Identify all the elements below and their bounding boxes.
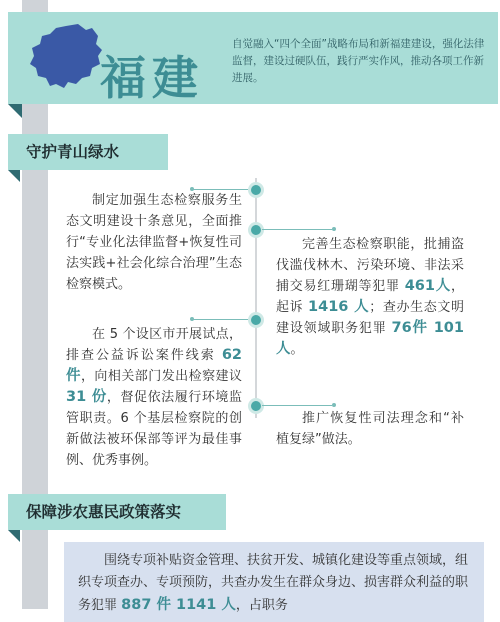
agri-policy-box: [64, 542, 484, 622]
leader-line: [262, 229, 332, 230]
leader-dot: [332, 227, 336, 231]
leader-line: [262, 405, 332, 406]
timeline-node: [248, 398, 264, 414]
paragraph-pilot-cases: [66, 324, 242, 471]
section-notch: [8, 170, 20, 182]
header-notch: [8, 104, 22, 118]
region-title: 福建: [100, 51, 204, 105]
region-header: [8, 12, 498, 104]
fujian-map-icon: [26, 22, 106, 92]
highlight-number: 31 份: [66, 389, 107, 405]
timeline-line: [255, 178, 257, 418]
paragraph-text: ，起诉: [276, 279, 464, 315]
section-heading-green: 守护青山绿水: [8, 134, 168, 170]
paragraph-text: ，督促依法履行环境监管职责。6 个基层检察院的创新做法被环保部等评为最佳事例、优秀事例。: [66, 390, 242, 468]
highlight-number: 1416 人: [308, 299, 370, 315]
paragraph-text: 制定加强生态检察服务生态文明建设十条意见，全面推行“专业化法律监督+恢复性司法实践+社会化综合治理”生态检察模式。: [66, 193, 242, 292]
highlight-number: 62件: [66, 347, 242, 384]
region-summary: 自觉融入“四个全面”战略布局和新福建建设，强化法律监督，建设过硬队伍，践行严实作风，推动各项工作新进展。: [232, 38, 485, 84]
highlight-number: 887 件 1141 人: [121, 597, 236, 613]
section-notch: [8, 530, 20, 542]
highlight-number: 76件 101 人: [276, 320, 464, 357]
timeline-node: [248, 182, 264, 198]
leader-dot: [332, 403, 336, 407]
paragraph-text: ，向相关部门发出检察建议: [80, 369, 242, 384]
timeline-node: [248, 222, 264, 238]
paragraph-restorative: [276, 408, 464, 450]
paragraph-prosecution: [276, 234, 464, 360]
paragraph-text: 完善生态检察职能，批捕盗伐滥伐林木、污染环境、非法采捕交易红珊瑚等犯罪: [276, 237, 464, 294]
section-heading-agri: 保障涉农惠民政策落实: [8, 494, 226, 530]
paragraph-text: 在 5 个设区市开展试点，排查公益诉讼案件线索: [66, 327, 242, 363]
paragraph-text: 围绕专项补贴资金管理、扶贫开发、城镇化建设等重点领域，组织专项查办、专项预防，共查办发生在群众身边、损害群众利益的职务犯罪: [78, 553, 469, 613]
paragraph-ecology-model: [66, 190, 242, 295]
paragraph-text: ，占职务: [235, 598, 288, 613]
leader-line: [192, 319, 248, 320]
highlight-number: 461人: [404, 278, 451, 294]
paragraph-text: 推广恢复性司法理念和“补植复绿”做法。: [276, 411, 464, 447]
timeline-node: [248, 312, 264, 328]
paragraph-text: ；查办生态文明建设领域职务犯罪: [276, 300, 464, 336]
paragraph-text: 。: [290, 342, 304, 357]
